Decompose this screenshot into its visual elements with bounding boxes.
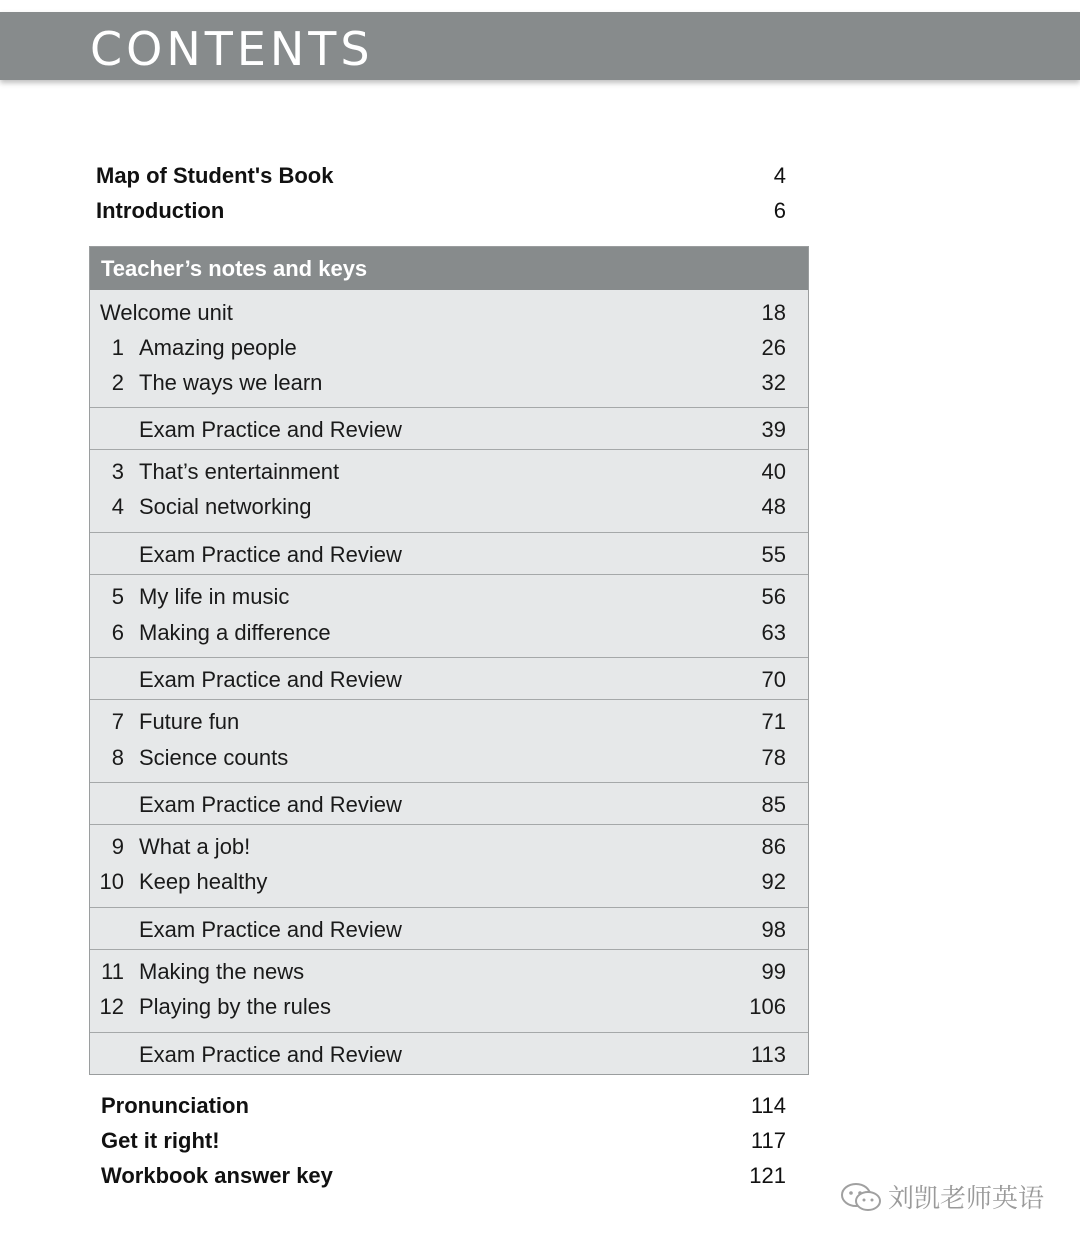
teachers-notes-panel (89, 246, 809, 1075)
unit-number: 7 (111, 709, 124, 734)
row-title: Making the news (139, 959, 305, 984)
divider (90, 782, 808, 783)
unit-number: 12 (99, 994, 124, 1019)
entry-page: 6 (773, 198, 786, 223)
panel-heading: Teacher’s notes and keys (101, 256, 368, 281)
row-title: My life in music (139, 584, 290, 609)
toc-row (90, 992, 808, 1022)
row-page: 70 (761, 667, 786, 692)
row-page: 113 (750, 1042, 786, 1067)
entry-page: 114 (750, 1093, 786, 1118)
toc-row (90, 707, 808, 737)
row-page: 92 (761, 869, 786, 894)
row-title: Science counts (139, 745, 289, 770)
toc-entry-workbook-key (101, 1161, 786, 1191)
row-page: 56 (761, 584, 786, 609)
divider (90, 907, 808, 908)
wechat-icon (840, 1182, 884, 1214)
toc-row (90, 457, 808, 487)
divider (90, 949, 808, 950)
toc-row (90, 492, 808, 522)
row-page: 55 (761, 542, 786, 567)
divider (90, 1032, 808, 1033)
row-page: 39 (761, 417, 786, 442)
divider (90, 574, 808, 575)
row-title: Future fun (139, 709, 240, 734)
toc-row (90, 743, 808, 773)
unit-number: 3 (111, 459, 124, 484)
entry-page: 4 (773, 163, 786, 188)
row-title: Making a difference (139, 620, 331, 645)
row-page: 63 (761, 620, 786, 645)
toc-row-review (90, 1040, 808, 1070)
row-page: 85 (761, 792, 786, 817)
entry-title: Workbook answer key (101, 1163, 333, 1188)
row-page: 86 (761, 834, 786, 859)
divider (90, 824, 808, 825)
row-title: Welcome unit (100, 300, 233, 325)
row-page: 26 (761, 335, 786, 360)
entry-title: Pronunciation (101, 1093, 249, 1118)
row-title: Keep healthy (139, 869, 268, 894)
row-page: 71 (761, 709, 786, 734)
toc-row-review (90, 915, 808, 945)
entry-page: 121 (749, 1163, 786, 1188)
toc-entry-introduction (96, 196, 786, 226)
row-page: 48 (761, 494, 786, 519)
toc-row-review (90, 790, 808, 820)
unit-number: 4 (111, 494, 124, 519)
toc-row (90, 582, 808, 612)
entry-title: Get it right! (101, 1128, 220, 1153)
toc-row (90, 368, 808, 398)
toc-row (90, 832, 808, 862)
unit-number: 8 (111, 745, 124, 770)
row-title: Social networking (139, 494, 312, 519)
unit-number: 5 (111, 584, 124, 609)
toc-entry-pronunciation (101, 1091, 786, 1121)
row-title: Exam Practice and Review (139, 792, 402, 817)
header-bar (0, 12, 1080, 80)
unit-number: 11 (101, 959, 124, 984)
entry-title: Map of Student's Book (96, 163, 334, 188)
toc-row (90, 333, 808, 363)
row-title: Exam Practice and Review (139, 917, 402, 942)
row-page: 32 (761, 370, 786, 395)
row-page: 98 (761, 917, 786, 942)
toc-row-review (90, 540, 808, 570)
toc-row-review (90, 665, 808, 695)
unit-number: 10 (99, 869, 124, 894)
divider (90, 699, 808, 700)
toc-row (90, 867, 808, 897)
row-title: Playing by the rules (139, 994, 331, 1019)
row-page: 99 (761, 959, 786, 984)
toc-row (90, 957, 808, 987)
toc-entry-map (96, 161, 786, 191)
row-page: 18 (761, 300, 786, 325)
row-title: Exam Practice and Review (139, 667, 402, 692)
divider (90, 407, 808, 408)
row-page: 106 (749, 994, 786, 1019)
row-title: What a job! (139, 834, 251, 859)
unit-number: 6 (111, 620, 124, 645)
entry-page: 117 (750, 1128, 786, 1153)
row-title: Exam Practice and Review (139, 542, 402, 567)
row-page: 78 (761, 745, 786, 770)
row-title: Amazing people (139, 335, 297, 360)
row-title: Exam Practice and Review (139, 417, 402, 442)
unit-number: 1 (111, 335, 124, 360)
toc-row (90, 618, 808, 648)
divider (90, 532, 808, 533)
row-page: 40 (761, 459, 786, 484)
toc-row-review (90, 415, 808, 445)
row-title: Exam Practice and Review (139, 1042, 402, 1067)
divider (90, 449, 808, 450)
unit-number: 9 (111, 834, 124, 859)
watermark-text: 刘凯老师英语 (888, 1183, 1045, 1213)
toc-entry-get-it-right (101, 1126, 786, 1156)
toc-row (90, 298, 808, 328)
panel-header (90, 247, 808, 290)
row-title: That’s entertainment (139, 459, 340, 484)
page-title: CONTENTS (90, 22, 374, 76)
divider (90, 657, 808, 658)
unit-number: 2 (111, 370, 124, 395)
entry-title: Introduction (96, 198, 225, 223)
row-title: The ways we learn (139, 370, 323, 395)
